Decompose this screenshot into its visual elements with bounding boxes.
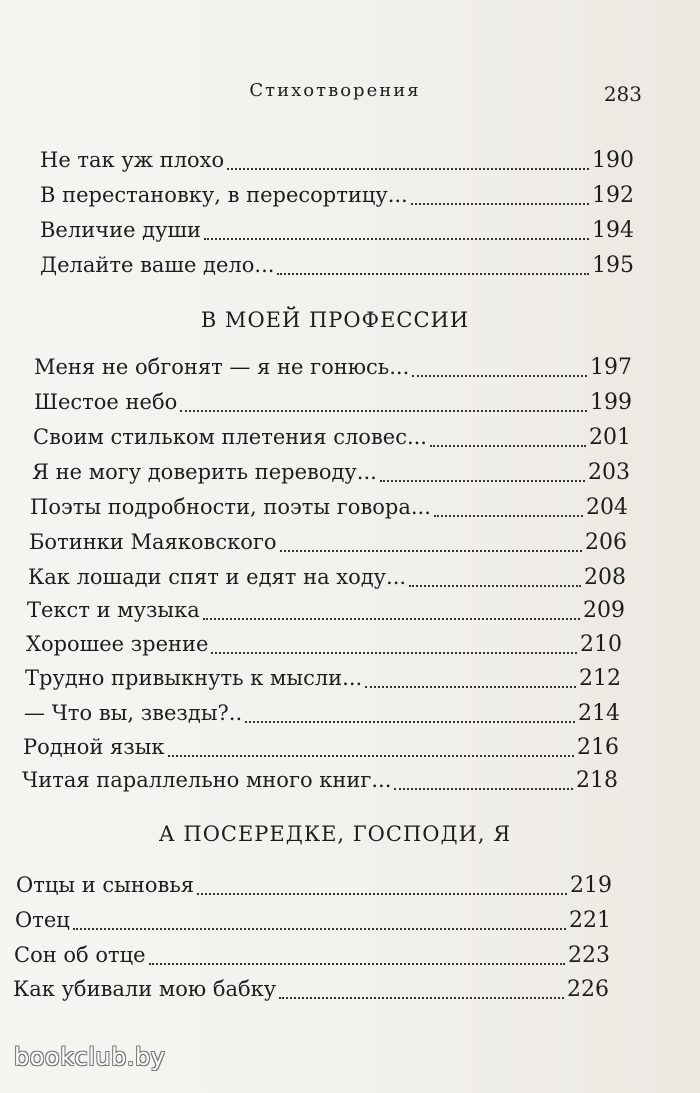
entry-title: Делайте ваше дело... xyxy=(40,253,275,277)
leader-dots xyxy=(203,617,580,620)
leader-dots xyxy=(168,754,574,757)
entry-page: 218 xyxy=(576,768,618,793)
leader-dots xyxy=(279,996,564,999)
entry-page: 208 xyxy=(584,565,626,590)
entry-page: 203 xyxy=(588,460,630,485)
leader-dots xyxy=(365,685,576,688)
leader-dots xyxy=(227,167,589,170)
toc-entry xyxy=(34,355,632,385)
toc-entry xyxy=(14,943,610,973)
entry-page: 190 xyxy=(592,148,634,173)
entry-title: Трудно привыкнуть к мысли... xyxy=(25,666,363,690)
section-heading: А ПОСЕРЕДКЕ, ГОСПОДИ, Я xyxy=(158,822,512,846)
entry-title: Как убивали мою бабку xyxy=(13,977,277,1001)
section-heading: В МОЕЙ ПРОФЕССИИ xyxy=(200,308,470,332)
entry-page: 219 xyxy=(570,873,612,898)
leader-dots xyxy=(277,272,589,275)
entry-title: Текст и музыка xyxy=(27,598,200,622)
entry-title: Родной язык xyxy=(23,735,165,759)
leader-dots xyxy=(411,202,589,205)
toc-entry xyxy=(26,632,622,662)
entry-page: 212 xyxy=(579,666,621,691)
leader-dots xyxy=(430,444,586,447)
entry-page: 197 xyxy=(590,355,632,380)
entry-page: 223 xyxy=(568,943,610,968)
leader-dots xyxy=(204,237,589,240)
toc-entry xyxy=(24,701,620,731)
toc-entry xyxy=(25,666,621,696)
entry-page: 195 xyxy=(592,253,634,278)
entry-title: Не так уж плохо xyxy=(40,148,225,172)
entry-page: 204 xyxy=(586,495,628,520)
entry-title: Отцы и сыновья xyxy=(16,873,195,897)
leader-dots xyxy=(197,892,567,895)
leader-dots xyxy=(380,479,585,482)
leader-dots xyxy=(149,962,565,965)
leader-dots xyxy=(394,787,573,790)
leader-dots xyxy=(280,549,582,552)
entry-title: Поэты подробности, поэты говора... xyxy=(30,495,431,519)
entry-title: Меня не обгонят — я не гонюсь... xyxy=(34,355,410,379)
entry-title: Отец xyxy=(15,908,70,932)
entry-page: 199 xyxy=(590,390,632,415)
toc-entry xyxy=(27,598,625,628)
toc-entry xyxy=(15,908,611,938)
entry-title: Я не могу доверить переводу... xyxy=(32,460,377,484)
toc-entry xyxy=(40,148,634,178)
toc-entry xyxy=(23,735,619,765)
running-title: Стихотворения xyxy=(249,80,421,101)
entry-page: 206 xyxy=(585,530,627,555)
page-number: 283 xyxy=(603,82,642,106)
entry-page: 201 xyxy=(589,425,631,450)
toc-entry xyxy=(40,253,634,283)
leader-dots xyxy=(211,651,577,654)
entry-title: Своим стильком плетения словес... xyxy=(33,425,427,449)
toc-entry xyxy=(29,530,627,560)
toc-entry xyxy=(34,390,632,420)
entry-page: 192 xyxy=(592,183,634,208)
leader-dots xyxy=(412,374,587,377)
entry-page: 226 xyxy=(567,977,609,1002)
toc-entry xyxy=(30,495,628,525)
entry-title: Сон об отце xyxy=(14,943,146,967)
leader-dots xyxy=(409,584,581,587)
toc-entry xyxy=(22,768,618,798)
toc-entry xyxy=(32,460,630,490)
entry-page: 221 xyxy=(569,908,611,933)
site-watermark: bookclub.by xyxy=(14,1043,166,1071)
entry-title: Хорошее зрение xyxy=(26,632,209,656)
entry-title: Шестое небо xyxy=(34,390,178,414)
entry-title: — Что вы, звезды?.. xyxy=(24,701,243,725)
leader-dots xyxy=(245,720,575,723)
entry-page: 194 xyxy=(592,218,634,243)
page-header xyxy=(0,80,700,110)
toc-entry xyxy=(16,873,612,903)
entry-page: 216 xyxy=(577,735,619,760)
entry-title: В перестановку, в пересортицу... xyxy=(40,183,408,207)
entry-title: Как лошади спят и едят на ходу... xyxy=(28,565,407,589)
toc-entry xyxy=(40,183,634,213)
toc-entry xyxy=(13,977,609,1007)
entry-title: Ботинки Маяковского xyxy=(29,530,277,554)
entry-page: 209 xyxy=(583,598,625,623)
entry-page: 214 xyxy=(578,701,620,726)
entry-title: Величие души xyxy=(40,218,201,242)
toc-entry xyxy=(28,565,626,595)
toc-entry xyxy=(33,425,631,455)
leader-dots xyxy=(180,409,587,412)
entry-title: Читая параллельно много книг... xyxy=(22,768,392,792)
toc-entry xyxy=(40,218,634,248)
entry-page: 210 xyxy=(580,632,622,657)
leader-dots xyxy=(73,927,566,930)
leader-dots xyxy=(434,514,583,517)
